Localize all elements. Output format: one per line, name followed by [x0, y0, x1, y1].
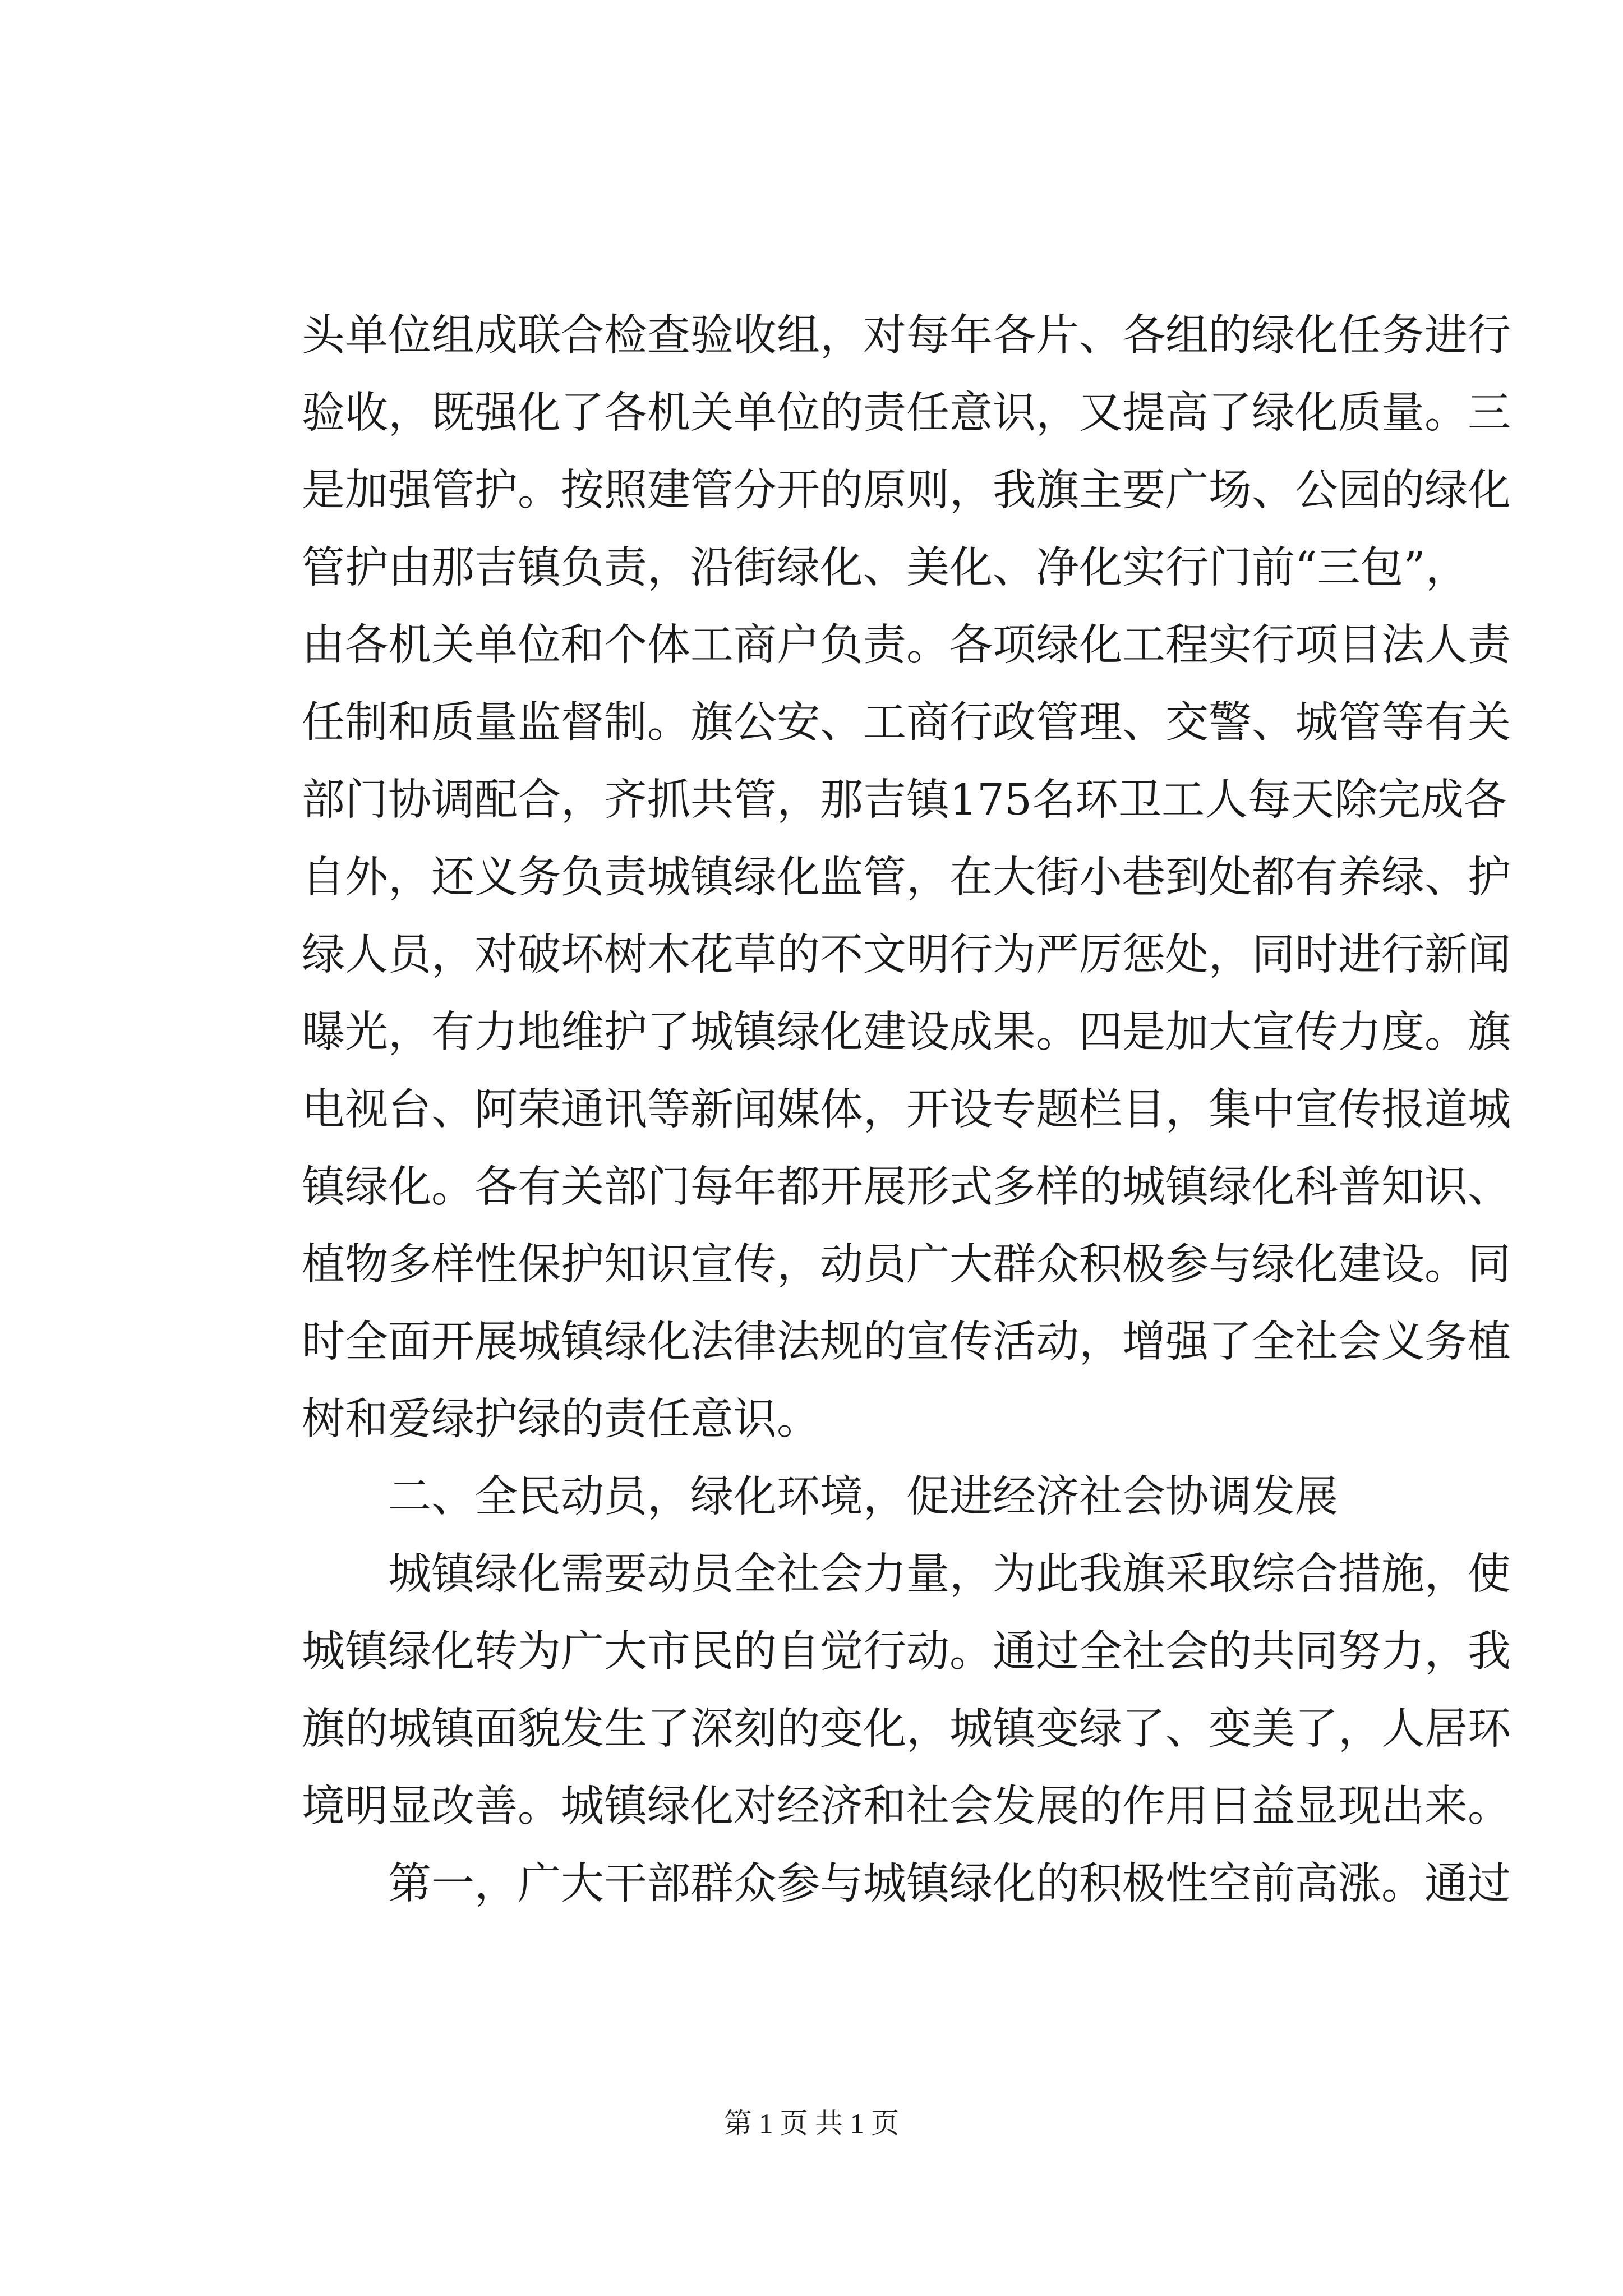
- text-line: 自外，还义务负责城镇绿化监管，在大街小巷到处都有养绿、护: [302, 853, 1511, 903]
- text-line: 旗的城镇面貌发生了深刻的变化，城镇变绿了、变美了，人居环: [302, 1704, 1511, 1754]
- text-line: 第一，广大干部群众参与城镇绿化的积极性空前高涨。通过: [388, 1859, 1511, 1909]
- text-line: 头单位组成联合检查验收组，对每年各片、各组的绿化任务进行: [302, 311, 1511, 361]
- page-number-footer: 第 1 页 共 1 页: [723, 2108, 900, 2139]
- text-line: 任制和质量监督制。旗公安、工商行政管理、交警、城管等有关: [302, 698, 1511, 748]
- body-text: [302, 297, 1511, 1923]
- text-line: 镇绿化。各有关部门每年都开展形式多样的城镇绿化科普知识、: [302, 1162, 1511, 1212]
- text-line: 曝光，有力地维护了城镇绿化建设成果。四是加大宣传力度。旗: [302, 1007, 1511, 1057]
- text-line: 植物多样性保护知识宣传，动员广大群众积极参与绿化建设。同: [302, 1240, 1511, 1290]
- text-line: 由各机关单位和个体工商户负责。各项绿化工程实行项目法人责: [302, 620, 1511, 670]
- text-line: 树和爱绿护绿的责任意识。: [302, 1395, 820, 1444]
- text-line: 时全面开展城镇绿化法律法规的宣传活动，增强了全社会义务植: [302, 1317, 1511, 1367]
- text-line: 境明显改善。城镇绿化对经济和社会发展的作用日益显现出来。: [302, 1782, 1511, 1832]
- text-line: 验收，既强化了各机关单位的责任意识，又提高了绿化质量。三: [302, 388, 1511, 438]
- text-line: 城镇绿化需要动员全社会力量，为此我旗采取综合措施，使: [388, 1549, 1511, 1599]
- text-line: 是加强管护。按照建管分开的原则，我旗主要广场、公园的绿化: [302, 466, 1511, 516]
- text-line: 管护由那吉镇负责，沿街绿化、美化、净化实行门前“三包”，: [302, 543, 1469, 593]
- text-line: 电视台、阿荣通讯等新闻媒体，开设专题栏目，集中宣传报道城: [302, 1085, 1511, 1135]
- text-line: 部门协调配合，齐抓共管，那吉镇175名环卫工人每天除完成各: [302, 775, 1507, 825]
- text-line: 城镇绿化转为广大市民的自觉行动。通过全社会的共同努力，我: [302, 1627, 1511, 1677]
- text-line: 绿人员，对破坏树木花草的不文明行为严厉惩处，同时进行新闻: [302, 930, 1511, 980]
- section-heading: 二、全民动员，绿化环境，促进经济社会协调发展: [388, 1472, 1338, 1522]
